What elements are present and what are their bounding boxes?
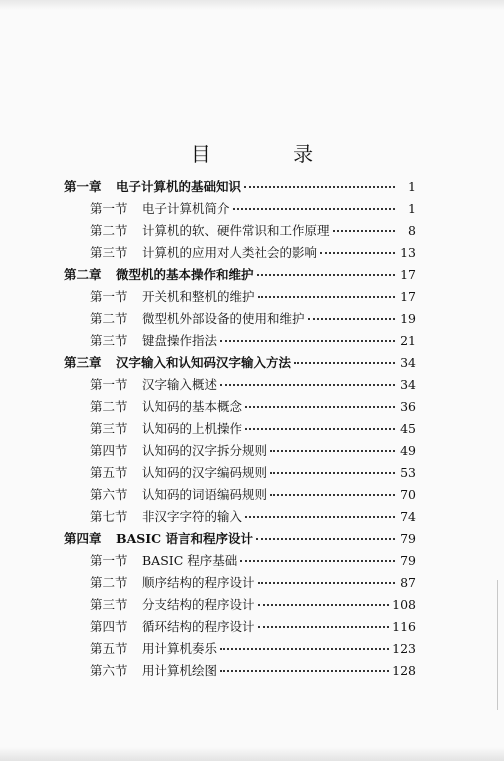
dot-leader [245, 406, 395, 408]
dot-leader [270, 450, 395, 452]
page-number: 49 [400, 443, 416, 458]
toc-chapter-row [64, 264, 416, 286]
dot-leader [333, 230, 395, 232]
section-title: 认知码的词语编码规则 [142, 487, 268, 502]
chapter-title: BASIC 语言和程序设计 [116, 531, 253, 546]
page-number: 8 [408, 223, 416, 238]
page-number: 45 [400, 421, 416, 436]
section-number: 第二节 [90, 223, 128, 238]
section-number: 第一节 [90, 553, 128, 568]
section-title: BASIC 程序基础 [142, 553, 238, 568]
dot-leader [270, 494, 395, 496]
page-number: 53 [400, 465, 416, 480]
section-title: 计算机的应用对人类社会的影响 [142, 245, 318, 260]
section-number: 第一节 [90, 377, 128, 392]
chapter-number: 第四章 [64, 531, 102, 546]
section-title: 键盘操作指法 [142, 333, 218, 348]
section-number: 第七节 [90, 509, 128, 524]
toc-section-row [64, 440, 416, 462]
page-number: 34 [400, 377, 416, 392]
toc-section-row [64, 616, 416, 638]
page-number: 36 [400, 399, 416, 414]
section-title: 循环结构的程序设计 [142, 619, 255, 634]
section-number: 第六节 [90, 663, 128, 678]
dot-leader [258, 296, 395, 298]
page-number: 1 [408, 179, 416, 194]
page-number: 79 [400, 553, 416, 568]
dot-leader [220, 340, 395, 342]
dot-leader [233, 208, 395, 210]
page-bottom-shadow [0, 747, 504, 761]
chapter-number: 第二章 [64, 267, 102, 282]
dot-leader [258, 626, 390, 628]
section-number: 第五节 [90, 465, 128, 480]
toc-section-row [64, 462, 416, 484]
section-title: 顺序结构的程序设计 [142, 575, 255, 590]
toc-section-row [64, 374, 416, 396]
page-number: 74 [400, 509, 416, 524]
dot-leader [245, 516, 395, 518]
page-number: 17 [400, 289, 416, 304]
dot-leader [294, 362, 395, 364]
section-number: 第三节 [90, 245, 128, 260]
section-number: 第二节 [90, 575, 128, 590]
section-number: 第六节 [90, 487, 128, 502]
page-number: 128 [392, 663, 416, 678]
section-number: 第四节 [90, 443, 128, 458]
toc-section-row [64, 484, 416, 506]
section-number: 第二节 [90, 399, 128, 414]
toc-section-row [64, 550, 416, 572]
section-number: 第一节 [90, 201, 128, 216]
page-top-shadow [0, 0, 504, 10]
dot-leader [220, 670, 389, 672]
toc-section-row [64, 242, 416, 264]
section-title: 电子计算机简介 [142, 201, 230, 216]
dot-leader [244, 186, 395, 188]
page-number: 116 [392, 619, 416, 634]
page-number: 123 [392, 641, 416, 656]
section-title: 认知码的汉字拆分规则 [142, 443, 268, 458]
dot-leader [220, 648, 389, 650]
section-title: 用计算机绘图 [142, 663, 218, 678]
dot-leader [258, 604, 390, 606]
toc-chapter-row [64, 176, 416, 198]
toc-section-row [64, 220, 416, 242]
dot-leader [220, 384, 395, 386]
toc-section-row [64, 198, 416, 220]
toc-section-row [64, 594, 416, 616]
dot-leader [257, 274, 395, 276]
dot-leader [308, 318, 395, 320]
section-number: 第五节 [90, 641, 128, 656]
section-number: 第四节 [90, 619, 128, 634]
chapter-number: 第三章 [64, 355, 102, 370]
page-edge-line [497, 580, 498, 710]
toc-section-row [64, 418, 416, 440]
dot-leader [245, 428, 395, 430]
dot-leader [256, 538, 395, 540]
toc-section-row [64, 308, 416, 330]
page-title: 目 录 [190, 142, 352, 166]
section-number: 第一节 [90, 289, 128, 304]
section-number: 第三节 [90, 421, 128, 436]
page-number: 21 [400, 333, 416, 348]
page-number: 87 [400, 575, 416, 590]
table-of-contents [64, 176, 416, 682]
section-number: 第三节 [90, 597, 128, 612]
dot-leader [320, 252, 395, 254]
section-number: 第二节 [90, 311, 128, 326]
page-number: 17 [400, 267, 416, 282]
toc-section-row [64, 396, 416, 418]
page-number: 1 [408, 201, 416, 216]
dot-leader [270, 472, 395, 474]
toc-section-row [64, 572, 416, 594]
page-number: 13 [400, 245, 416, 260]
page-number: 70 [400, 487, 416, 502]
chapter-title: 微型机的基本操作和维护 [116, 267, 254, 282]
toc-section-row [64, 660, 416, 682]
toc-section-row [64, 506, 416, 528]
chapter-title: 电子计算机的基础知识 [116, 179, 242, 194]
page-number: 79 [400, 531, 416, 546]
toc-chapter-row [64, 528, 416, 550]
toc-chapter-row [64, 352, 416, 374]
section-title: 计算机的软、硬件常识和工作原理 [142, 223, 330, 238]
section-title: 用计算机奏乐 [142, 641, 218, 656]
section-title: 汉字输入概述 [142, 377, 218, 392]
section-title: 认知码的基本概念 [142, 399, 243, 414]
page-number: 108 [392, 597, 416, 612]
toc-section-row [64, 286, 416, 308]
section-title: 认知码的上机操作 [142, 421, 243, 436]
dot-leader [240, 560, 395, 562]
section-title: 微型机外部设备的使用和维护 [142, 311, 305, 326]
chapter-number: 第一章 [64, 179, 102, 194]
section-title: 认知码的汉字编码规则 [142, 465, 268, 480]
dot-leader [258, 582, 395, 584]
page-number: 19 [400, 311, 416, 326]
section-title: 非汉字字符的输入 [142, 509, 243, 524]
toc-section-row [64, 638, 416, 660]
page-number: 34 [400, 355, 416, 370]
chapter-title: 汉字输入和认知码汉字输入方法 [116, 355, 292, 370]
section-title: 分支结构的程序设计 [142, 597, 255, 612]
section-title: 开关机和整机的维护 [142, 289, 255, 304]
section-number: 第三节 [90, 333, 128, 348]
toc-section-row [64, 330, 416, 352]
